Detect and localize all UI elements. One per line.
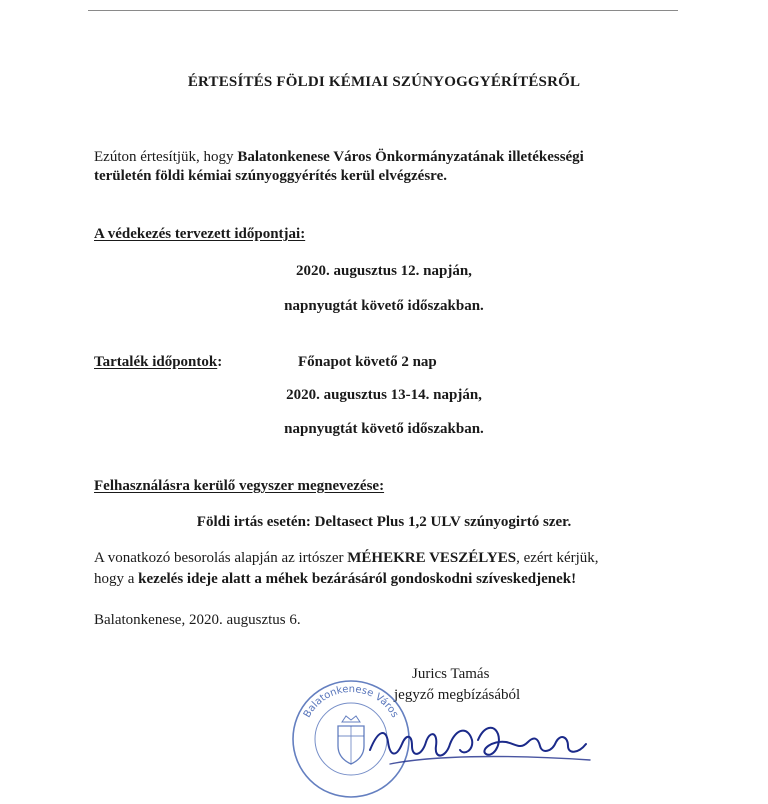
intro-paragraph	[94, 148, 674, 186]
warning-paragraph	[94, 548, 694, 590]
warning-text-2: , ezért kérjük,	[516, 550, 599, 566]
reserve-line-2: 2020. augusztus 13-14. napján,	[286, 387, 482, 403]
substance-line: Földi irtás esetén: Deltasect Plus 1,2 ULV szúnyogirtó szer.	[196, 514, 572, 530]
document-title: ÉRTESÍTÉS FÖLDI KÉMIAI SZÚNYOGGYÉRÍTÉSRŐL	[187, 74, 581, 90]
reserve-heading-label: Tartalék időpontok	[94, 354, 218, 370]
intro-area: területén földi kémiai szúnyoggyérítés kerül elvégzésre.	[94, 168, 447, 184]
top-rule	[88, 10, 678, 11]
signer-role: jegyző megbízásából	[394, 687, 521, 703]
reserve-heading-colon: :	[217, 354, 223, 370]
warning-text-3: hogy a	[94, 571, 139, 587]
warning-text-1: A vonatkozó besorolás alapján az irtószer	[94, 550, 348, 566]
planned-heading: A védekezés tervezett időpontjai:	[94, 226, 306, 242]
signer-name: Jurics Tamás	[412, 666, 490, 682]
warning-request: kezelés ideje alatt a méhek bezárásáról gondoskodni szíveskedjenek!	[138, 571, 577, 587]
planned-period: napnyugtát követő időszakban.	[284, 298, 484, 314]
reserve-heading	[94, 354, 222, 371]
reserve-line-3: napnyugtát követő időszakban.	[284, 421, 484, 437]
intro-authority: Balatonkenese Város Önkormányzatának illetékességi	[237, 149, 584, 165]
place-date: Balatonkenese, 2020. augusztus 6.	[94, 612, 301, 628]
planned-date: 2020. augusztus 12. napján,	[296, 263, 472, 279]
warning-bee-danger: MÉHEKRE VESZÉLYES	[347, 550, 517, 566]
intro-text: Ezúton értesítjük, hogy	[94, 149, 238, 165]
reserve-line-1: Főnapot követő 2 nap	[298, 354, 437, 370]
signature-icon	[360, 720, 610, 768]
substance-heading: Felhasználásra kerülő vegyszer megnevezése:	[94, 478, 385, 494]
stamp-text: Balatonkenese Város	[301, 683, 401, 720]
